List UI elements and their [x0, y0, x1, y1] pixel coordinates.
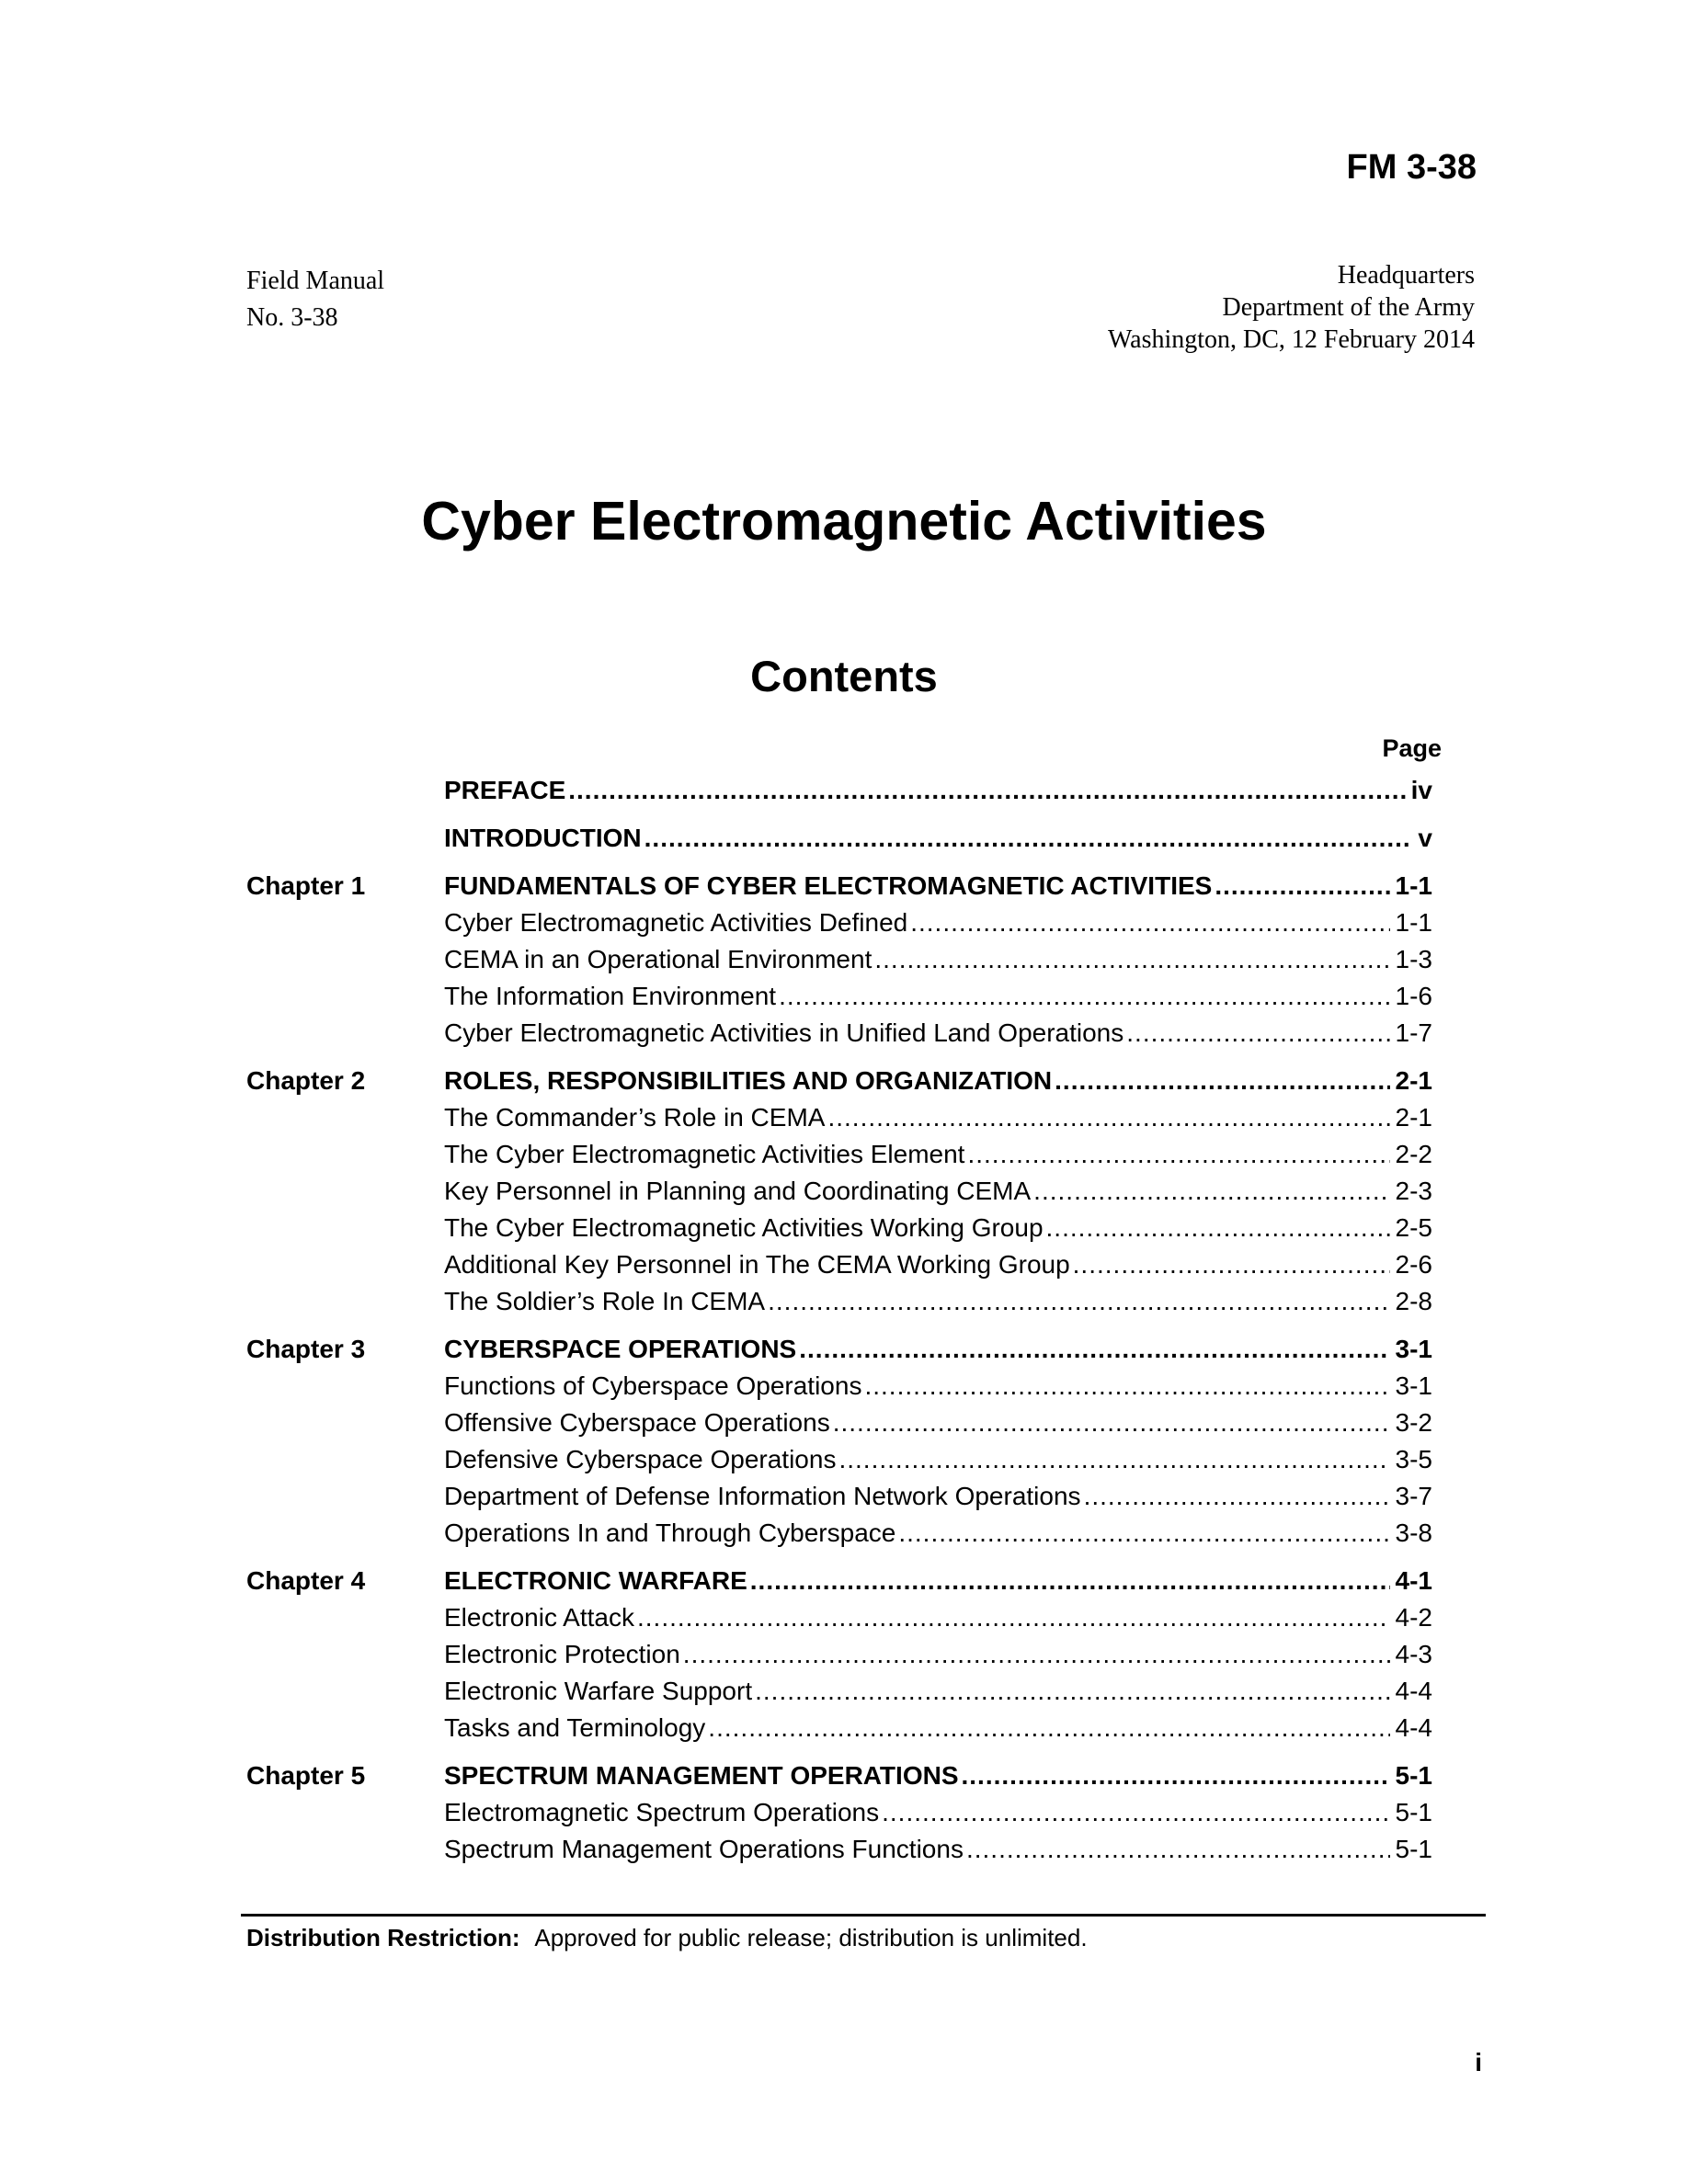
toc-section-page: 2-1 [1395, 1103, 1432, 1132]
contents-heading: Contents [750, 652, 938, 700]
toc-section[interactable] [246, 1515, 1432, 1552]
toc-section[interactable] [246, 1441, 1432, 1478]
toc-chapter-2 [246, 1063, 1432, 1320]
headquarters-block [1108, 259, 1475, 356]
toc-chapter-title: ELECTRONIC WARFARE [444, 1566, 747, 1595]
toc-section-page: 2-3 [1395, 1177, 1432, 1205]
toc-section[interactable] [246, 1673, 1432, 1710]
toc-leader-dots [882, 1794, 1389, 1831]
department-line: Department of the Army [1222, 293, 1475, 322]
toc-leader-dots [1126, 1015, 1389, 1052]
toc-section[interactable] [246, 1015, 1432, 1052]
toc-section-page: 1-6 [1395, 982, 1432, 1010]
toc-section[interactable] [246, 1246, 1432, 1283]
toc-chapter-label: Chapter 1 [246, 871, 366, 900]
toc-section-page: 4-4 [1395, 1677, 1432, 1705]
toc-section-page: 1-1 [1395, 908, 1432, 937]
toc-section-page: 3-5 [1395, 1445, 1432, 1473]
toc-leader-dots [838, 1441, 1389, 1478]
toc-section-page: 4-3 [1395, 1640, 1432, 1668]
toc-section-title: CEMA in an Operational Environment [444, 945, 873, 973]
toc-leader-dots [799, 1331, 1389, 1368]
toc-section-page: 3-1 [1395, 1371, 1432, 1400]
table-of-contents [246, 772, 1432, 1868]
toc-section[interactable] [246, 904, 1432, 941]
toc-entry-page: iv [1410, 776, 1432, 804]
toc-entry-preface[interactable] [246, 772, 1432, 809]
toc-section-title: Electronic Warfare Support [444, 1677, 753, 1705]
toc-section[interactable] [246, 1283, 1432, 1320]
toc-section-page: 1-7 [1395, 1018, 1432, 1047]
toc-entry-page: v [1418, 824, 1432, 852]
toc-section-title: Functions of Cyberspace Operations [444, 1371, 862, 1400]
toc-chapter-label: Chapter 2 [246, 1066, 366, 1095]
toc-section[interactable] [246, 1368, 1432, 1405]
toc-section-title: Cyber Electromagnetic Activities in Unified Land Operations [444, 1018, 1124, 1047]
toc-leader-dots [708, 1710, 1389, 1746]
toc-section-title: Additional Key Personnel in The CEMA Working Group [444, 1250, 1070, 1279]
distribution-statement: Approved for public release; distribution is unlimited. [534, 1924, 1088, 1951]
toc-leader-dots [827, 1099, 1389, 1136]
toc-section[interactable] [246, 1831, 1432, 1868]
toc-leader-dots [967, 1136, 1389, 1173]
toc-section[interactable] [246, 941, 1432, 978]
toc-section-title: Key Personnel in Planning and Coordinating CEMA [444, 1177, 1032, 1205]
toc-chapter-heading[interactable] [246, 1331, 1432, 1368]
toc-section-page: 3-8 [1395, 1519, 1432, 1547]
toc-section[interactable] [246, 1794, 1432, 1831]
toc-leader-dots [910, 904, 1389, 941]
distribution-divider [241, 1914, 1486, 1917]
toc-leader-dots [683, 1636, 1390, 1673]
toc-section-title: Cyber Electromagnetic Activities Defined [444, 908, 908, 937]
toc-leader-dots [568, 772, 1405, 809]
toc-chapter-label: Chapter 5 [246, 1761, 366, 1790]
toc-leader-dots [874, 941, 1389, 978]
toc-section-title: The Cyber Electromagnetic Activities Element [444, 1140, 965, 1168]
toc-section-title: Operations In and Through Cyberspace [444, 1519, 896, 1547]
toc-chapter-title: CYBERSPACE OPERATIONS [444, 1335, 797, 1363]
toc-leader-dots [1033, 1173, 1389, 1210]
location-date-line: Washington, DC, 12 February 2014 [1107, 325, 1475, 354]
toc-chapter-3 [246, 1331, 1432, 1552]
toc-leader-dots [864, 1368, 1389, 1405]
toc-section-title: Electronic Attack [444, 1603, 634, 1632]
toc-section-title: Offensive Cyberspace Operations [444, 1408, 830, 1437]
toc-chapter-heading[interactable] [246, 1063, 1432, 1099]
toc-chapter-label: Chapter 4 [246, 1566, 366, 1595]
distribution-label: Distribution Restriction: [246, 1924, 520, 1951]
toc-section-page: 3-2 [1395, 1408, 1432, 1437]
toc-section-page: 4-4 [1395, 1713, 1432, 1742]
page-column-label: Page [1382, 734, 1442, 762]
toc-section-title: Electronic Protection [444, 1640, 680, 1668]
toc-chapter-page: 4-1 [1395, 1566, 1432, 1595]
toc-leader-dots [644, 820, 1413, 857]
toc-chapter-title: ROLES, RESPONSIBILITIES AND ORGANIZATION [444, 1066, 1053, 1095]
toc-chapter-4 [246, 1563, 1432, 1746]
toc-leader-dots [1215, 868, 1389, 904]
toc-leader-dots [755, 1673, 1389, 1710]
toc-section-title: The Commander’s Role in CEMA [444, 1103, 826, 1132]
toc-leader-dots [637, 1599, 1390, 1636]
toc-leader-dots [966, 1831, 1390, 1868]
toc-section-page: 3-7 [1395, 1482, 1432, 1510]
toc-leader-dots [1084, 1478, 1390, 1515]
toc-leader-dots [750, 1563, 1390, 1599]
toc-leader-dots [962, 1757, 1390, 1794]
toc-section[interactable] [246, 978, 1432, 1015]
toc-leader-dots [779, 978, 1389, 1015]
toc-chapter-title: FUNDAMENTALS OF CYBER ELECTROMAGNETIC ACTIVITIES [444, 871, 1213, 900]
toc-leader-dots [1055, 1063, 1389, 1099]
toc-section-title: Electromagnetic Spectrum Operations [444, 1798, 880, 1826]
toc-chapter-page: 5-1 [1395, 1761, 1432, 1790]
toc-section-title: The Soldier’s Role In CEMA [444, 1287, 766, 1315]
toc-section-page: 4-2 [1395, 1603, 1432, 1632]
toc-section-title: The Cyber Electromagnetic Activities Working Group [444, 1213, 1044, 1242]
toc-chapter-page: 1-1 [1395, 871, 1432, 900]
page-number: i [1475, 2048, 1482, 2076]
toc-chapter-label: Chapter 3 [246, 1335, 366, 1363]
toc-section-page: 2-8 [1395, 1287, 1432, 1315]
toc-section-page: 5-1 [1395, 1835, 1432, 1863]
toc-chapter-heading[interactable] [246, 1757, 1432, 1794]
toc-section[interactable] [246, 1405, 1432, 1441]
toc-chapter-1 [246, 868, 1432, 1052]
field-manual-label: Field Manual [246, 267, 385, 295]
toc-section-page: 2-5 [1395, 1213, 1432, 1242]
toc-leader-dots [898, 1515, 1389, 1552]
toc-section[interactable] [246, 1710, 1432, 1746]
toc-chapter-heading[interactable] [246, 868, 1432, 904]
toc-section-title: Department of Defense Information Network Operations [444, 1482, 1081, 1510]
toc-section-page: 2-6 [1395, 1250, 1432, 1279]
toc-section[interactable] [246, 1599, 1432, 1636]
toc-chapter-page: 3-1 [1395, 1335, 1432, 1363]
toc-section-page: 2-2 [1395, 1140, 1432, 1168]
toc-section[interactable] [246, 1136, 1432, 1173]
toc-section[interactable] [246, 1099, 1432, 1136]
toc-leader-dots [1046, 1210, 1390, 1246]
toc-chapter-title: SPECTRUM MANAGEMENT OPERATIONS [444, 1761, 959, 1790]
field-manual-number: No. 3-38 [246, 303, 338, 332]
toc-chapter-5 [246, 1757, 1432, 1868]
page-title: Cyber Electromagnetic Activities [421, 491, 1267, 552]
toc-entry-title: PREFACE [444, 776, 566, 804]
toc-section-title: Tasks and Terminology [444, 1713, 706, 1742]
toc-chapter-heading[interactable] [246, 1563, 1432, 1599]
toc-section-title: The Information Environment [444, 982, 777, 1010]
toc-entry-introduction[interactable] [246, 820, 1432, 857]
toc-section[interactable] [246, 1173, 1432, 1210]
toc-leader-dots [1073, 1246, 1390, 1283]
toc-section-page: 1-3 [1395, 945, 1432, 973]
toc-section-title: Spectrum Management Operations Functions [444, 1835, 964, 1863]
toc-section-page: 5-1 [1395, 1798, 1432, 1826]
toc-leader-dots [833, 1405, 1390, 1441]
toc-section[interactable] [246, 1636, 1432, 1673]
toc-chapter-page: 2-1 [1395, 1066, 1432, 1095]
field-manual-block [246, 263, 384, 336]
distribution-restriction [246, 1922, 1088, 1953]
toc-leader-dots [768, 1283, 1389, 1320]
document-number: FM 3-38 [1346, 148, 1477, 187]
toc-section[interactable] [246, 1478, 1432, 1515]
toc-entry-title: INTRODUCTION [444, 824, 642, 852]
toc-section[interactable] [246, 1210, 1432, 1246]
headquarters-line: Headquarters [1337, 261, 1475, 290]
toc-section-title: Defensive Cyberspace Operations [444, 1445, 837, 1473]
